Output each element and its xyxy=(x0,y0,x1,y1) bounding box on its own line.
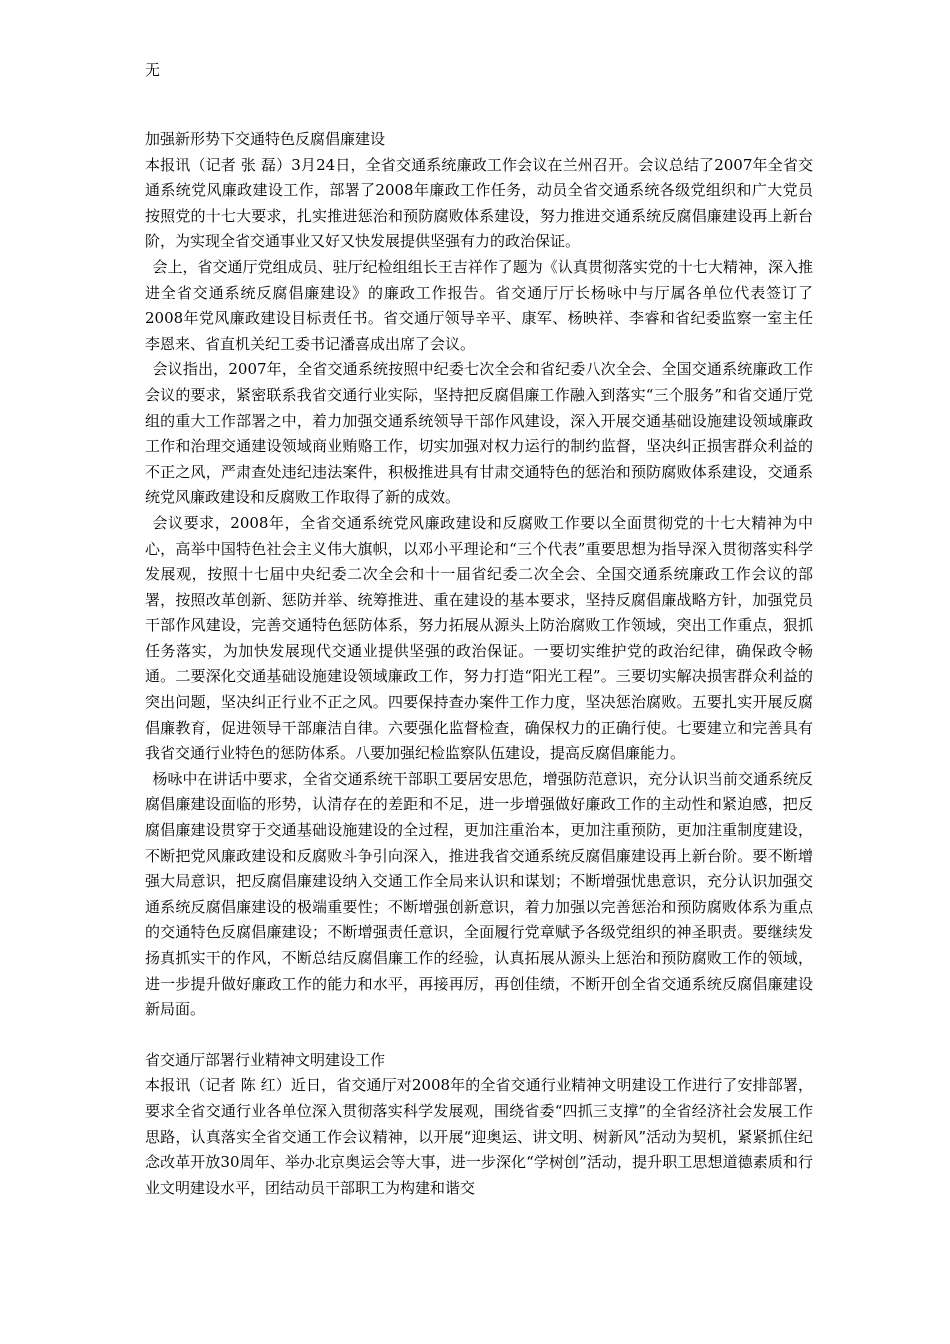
spacer xyxy=(145,1023,813,1048)
article-title: 加强新形势下交通特色反腐倡廉建设 xyxy=(145,130,386,148)
article-paragraph: 会议指出，2007年，全省交通系统按照中纪委七次全会和省纪委八次全会、全国交通系统廉政工作会议的要求，紧密联系我省交通行业实际，坚持把反腐倡廉工作融入到落实“三个服务”和省交通厅党组的重大工作部署之中，着力加强交通系统领导干部作风建设，深入开展交通基础设施建设领域廉政工作和治理交通建设领域商业贿赂工作，切实加强对权力运行的制约监督，坚决纠正损害群众利益的不正之风，严肃查处违纪违法案件，积极推进具有甘肃交通特色的惩治和预防腐败体系建设，交通系统党风廉政建设和反腐败工作取得了新的成效。 xyxy=(145,360,813,507)
article-1 xyxy=(145,127,813,1023)
article-title: 省交通厅部署行业精神文明建设工作 xyxy=(145,1050,386,1069)
article-2 xyxy=(145,1048,813,1202)
article-paragraph: 杨咏中在讲话中要求，全省交通系统干部职工要居安思危，增强防范意识，充分认识当前交通系统反腐倡廉建设面临的形势，认清存在的差距和不足，进一步增强做好廉政工作的主动性和紧迫感，把反腐倡廉建设贯穿于交通基础设施建设的全过程，更加注重治本，更加注重预防，更加注重制度建设，不断把党风廉政建设和反腐败斗争引向深入，推进我省交通系统反腐倡廉建设再上新台阶。要不断增强大局意识，把反腐倡廉建设纳入交通工作全局来认识和谋划；不断增强忧患意识，充分认识加强交通系统反腐倡廉建设的极端重要性；不断增强创新意识，着力加强以完善惩治和预防腐败体系为重点的交通特色反腐倡廉建设；不断增强责任意识，全面履行党章赋予各级党组织的神圣职责。要继续发扬真抓实干的作风，不断总结反腐倡廉工作的经验，认真拓展从源头上惩治和预防腐败工作的领域，进一步提升做好廉政工作的能力和水平，再接再厉，再创佳绩，不断开创全省交通系统反腐倡廉建设新局面。 xyxy=(145,769,813,1019)
article-paragraph: 会上，省交通厅党组成员、驻厅纪检组组长王吉祥作了题为《认真贯彻落实党的十七大精神，深入推进全省交通系统反腐倡廉建设》的廉政工作报告。省交通厅厅长杨咏中与厅属各单位代表签订了2008年党风廉政建设目标责任书。省交通厅领导辛平、康军、杨映祥、李睿和省纪委监察一室主任李恩来、省直机关纪工委书记潘喜成出席了会议。 xyxy=(145,257,813,353)
spacer xyxy=(145,84,813,127)
header-text: 无 xyxy=(145,61,161,79)
article-paragraph: 本报讯（记者 陈 红）近日，省交通厅对2008年的全省交通行业精神文明建设工作进行了安排部署，要求全省交通行业各单位深入贯彻落实科学发展观，围绕省委“四抓三支撑”的全省经济社会发展工作思路，认真落实全省交通工作会议精神，以开展“迎奥运、讲文明、树新风”活动为契机，紧紧抓住纪念改革开放30周年、举办北京奥运会等大事，进一步深化“学树创”活动，提升职工思想道德素质和行业文明建设水平，团结动员干部职工为构建和谐交 xyxy=(145,1076,813,1197)
article-paragraph: 本报讯（记者 张 磊）3月24日，全省交通系统廉政工作会议在兰州召开。会议总结了2007年全省交通系统党风廉政建设工作，部署了2008年廉政工作任务，动员全省交通系统各级党组织和广大党员按照党的十七大要求，扎实推进惩治和预防腐败体系建设，努力推进交通系统反腐倡廉建设再上新台阶，为实现全省交通事业又好又快发展提供坚强有力的政治保证。 xyxy=(145,155,813,251)
article-paragraph: 会议要求，2008年，全省交通系统党风廉政建设和反腐败工作要以全面贯彻党的十七大精神为中心，高举中国特色社会主义伟大旗帜，以邓小平理论和“三个代表”重要思想为指导深入贯彻落实科学发展观，按照十七届中央纪委二次全会和十一届省纪委二次全会、全国交通系统廉政工作会议的部署，按照改革创新、惩防并举、统筹推进、重在建设的基本要求，坚持反腐倡廉战略方针，加强党员干部作风建设，完善交通特色惩防体系，努力拓展从源头上防治腐败工作领域，突出工作重点，狠抓任务落实，为加快发展现代交通业提供坚强的政治保证。一要切实维护党的政治纪律，确保政令畅通。二要深化交通基础设施建设领域廉政工作，努力打造“阳光工程”。三要切实解决损害群众利益的突出问题，坚决纠正行业不正之风。四要保持查办案件工作力度，坚决惩治腐败。五要扎实开展反腐倡廉教育，促进领导干部廉洁自律。六要强化监督检查，确保权力的正确行使。七要建立和完善具有我省交通行业特色的惩防体系。八要加强纪检监察队伍建设，提高反腐倡廉能力。 xyxy=(145,513,813,763)
document-page xyxy=(145,58,813,1201)
